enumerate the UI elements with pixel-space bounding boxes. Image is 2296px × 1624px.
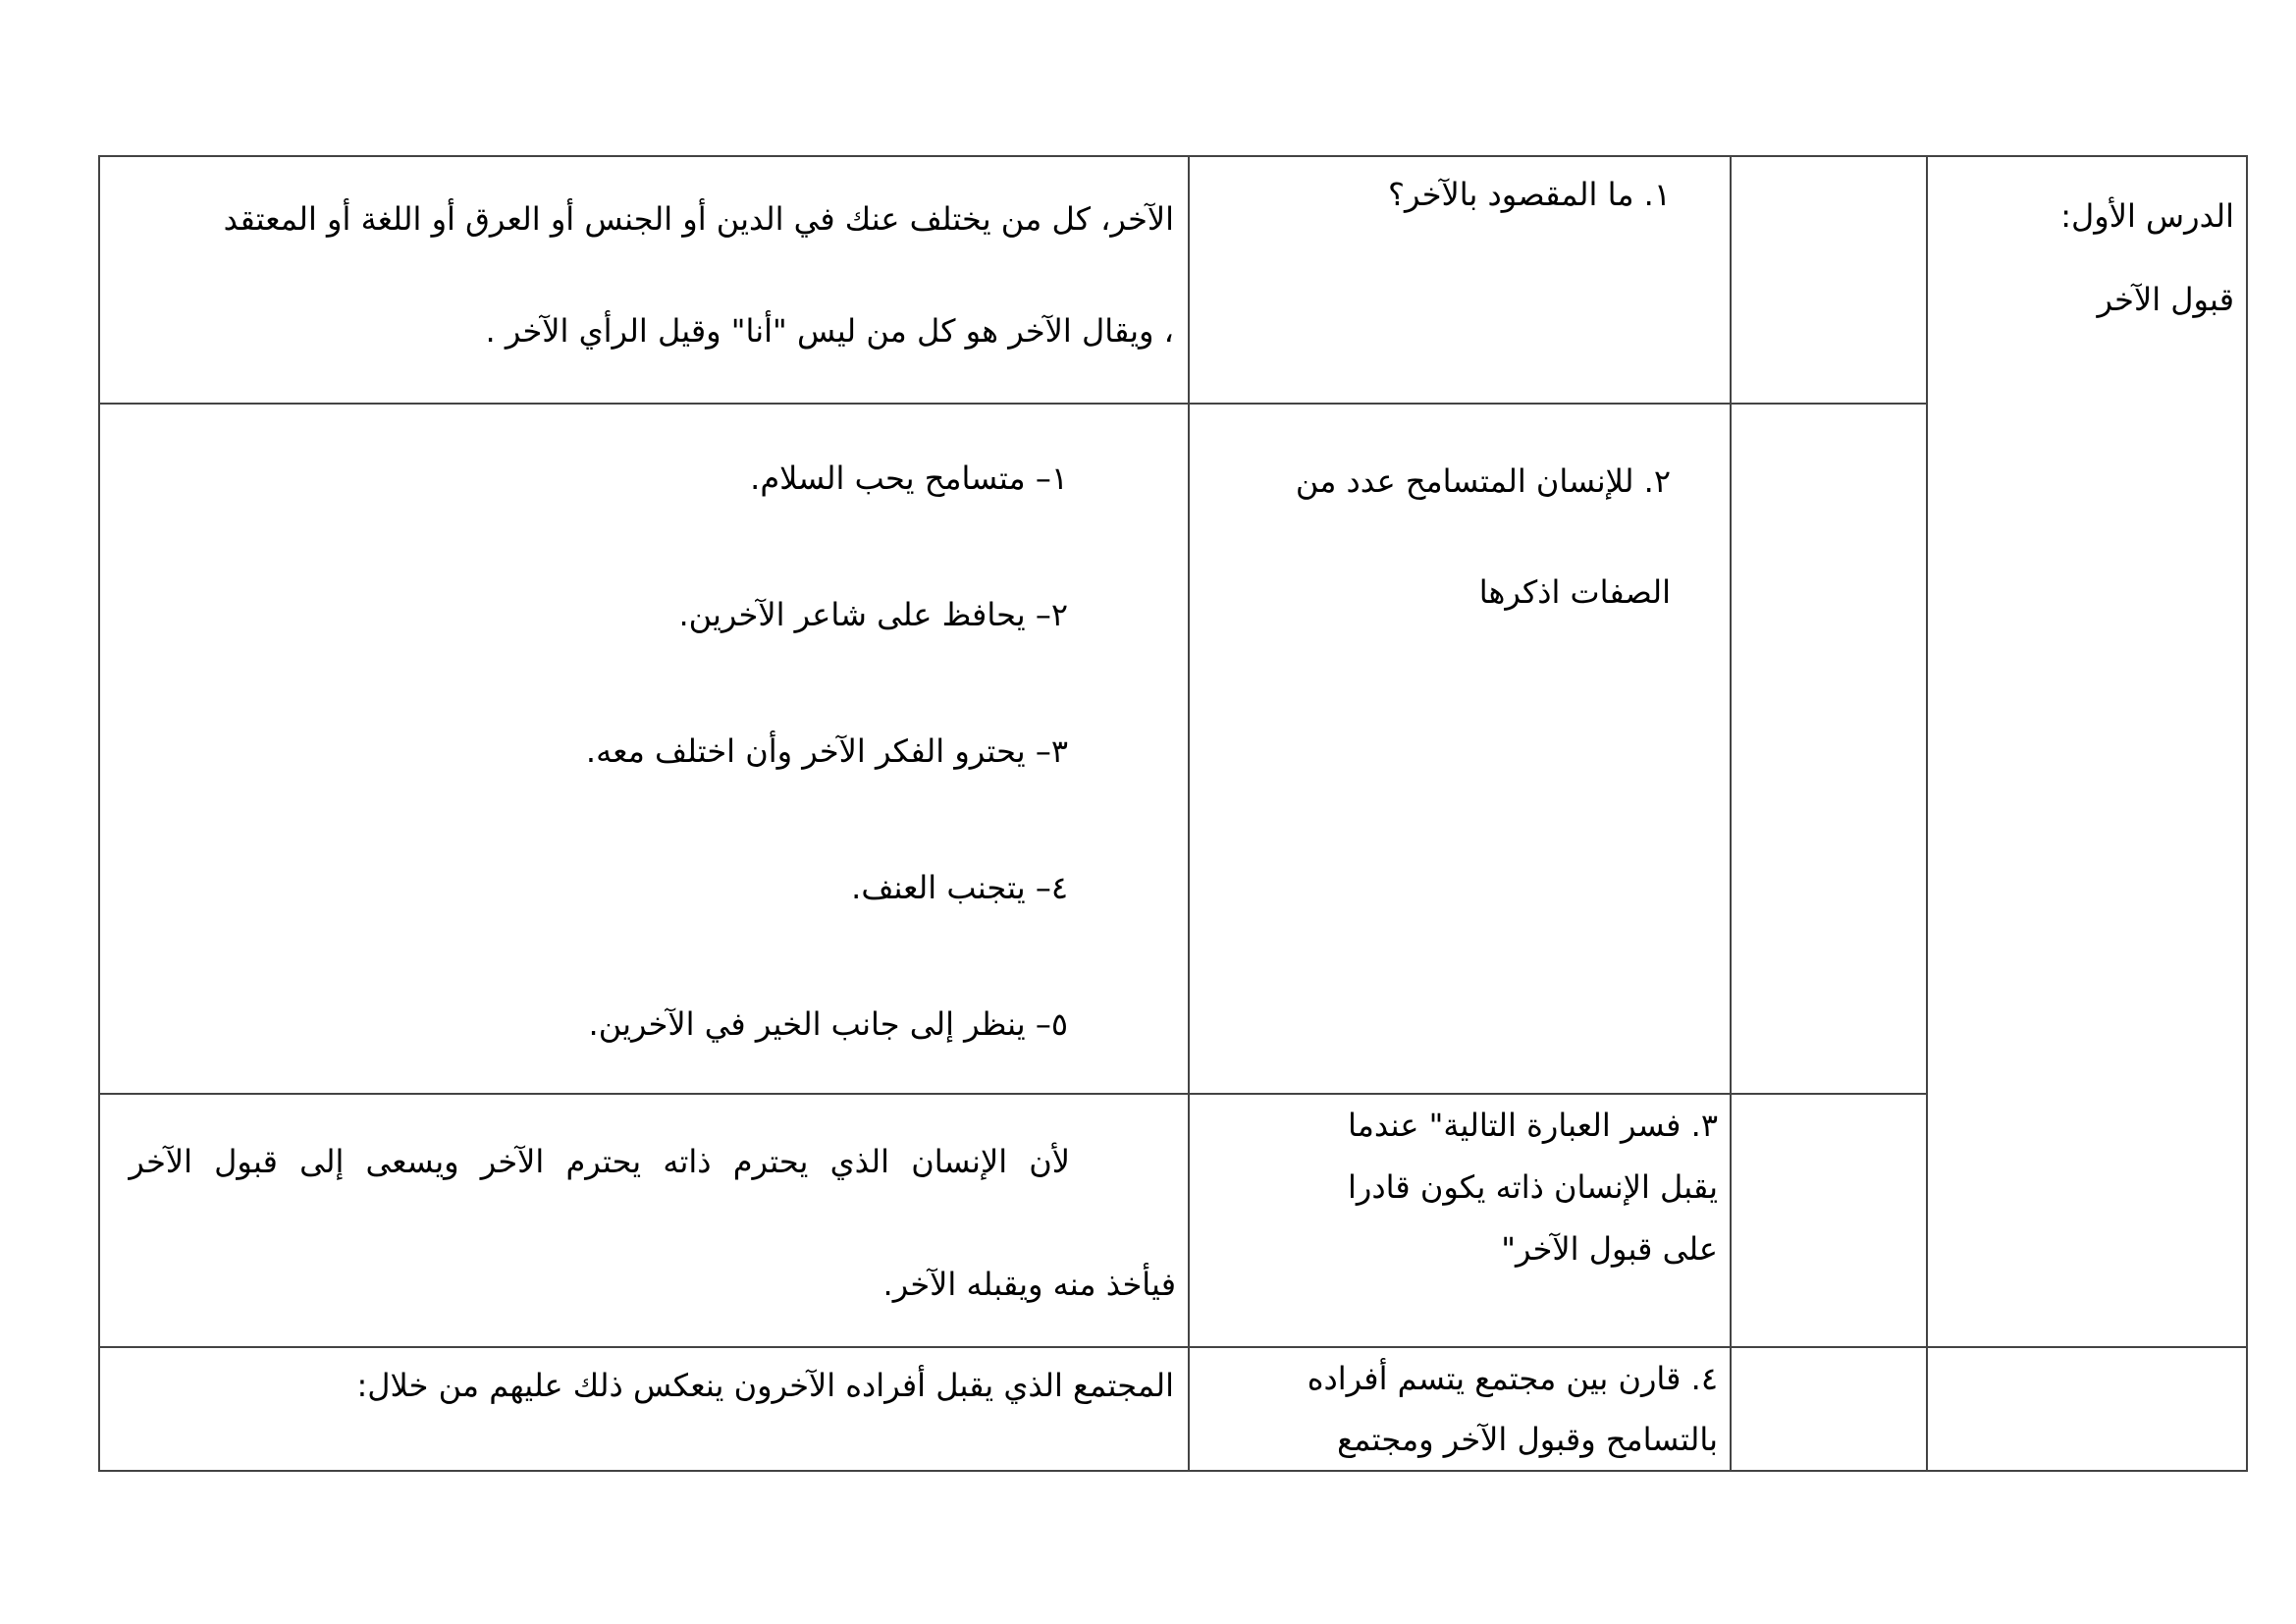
answer-4-line-1: المجتمع الذي يقبل أفراده الآخرون ينعكس ذلك عليهم من خلال: (356, 1367, 1174, 1404)
answer-3-line-2: فيأخذ منه ويقبله الآخر. (882, 1266, 1176, 1303)
answer-1-line-2: ، ويقال الآخر هو كل من ليس "أنا" وقيل الرأي الآخر . (485, 312, 1174, 350)
question-3-line-1: ٣. فسر العبارة التالية" عندما (1347, 1107, 1718, 1144)
answer-cell-4 (99, 1347, 1189, 1471)
question-4-line-2: بالتسامح وقبول الآخر ومجتمع (1337, 1421, 1718, 1458)
question-cell-4 (1189, 1347, 1731, 1471)
lesson-table (98, 155, 2248, 1472)
question-2-line-1: ٢. للإنسان المتسامح عدد من (1295, 462, 1671, 500)
empty-cell (1731, 1347, 1927, 1471)
lesson-title-cell (1927, 156, 2247, 1347)
table-row (99, 404, 2247, 1094)
list-item: ٣– يحترو الفكر الآخر وأن اختلف معه. (585, 732, 1068, 770)
question-1: ١. ما المقصود بالآخر؟ (1388, 176, 1671, 213)
empty-cell (1731, 156, 1927, 404)
table-row (99, 1094, 2247, 1347)
list-item: ٢– يحافظ على شاعر الآخرين. (678, 596, 1068, 633)
question-2-line-2: الصفات اذكرها (1478, 573, 1671, 611)
question-3-line-2: يقبل الإنسان ذاته يكون قادرا (1348, 1168, 1718, 1206)
empty-cell (1731, 1094, 1927, 1347)
question-cell-3 (1189, 1094, 1731, 1347)
question-cell-2 (1189, 404, 1731, 1094)
table-row (99, 156, 2247, 404)
answer-cell-3 (99, 1094, 1189, 1347)
empty-cell (1731, 404, 1927, 1094)
question-3-line-3: على قبول الآخر" (1501, 1230, 1718, 1268)
list-item: ١– متسامح يحب السلام. (750, 460, 1068, 497)
question-cell-1 (1189, 156, 1731, 404)
lesson-title: قبول الآخر (2097, 281, 2234, 318)
list-item: ٤– يتجنب العنف. (851, 869, 1068, 906)
table-row (99, 1347, 2247, 1471)
answer-1-line-1: الآخر، كل من يختلف عنك في الدين أو الجنس أو العرق أو اللغة أو المعتقد (223, 200, 1174, 238)
answer-cell-1 (99, 156, 1189, 404)
answer-cell-2 (99, 404, 1189, 1094)
answer-3-line-1: لأن الإنسان الذي يحترم ذاته يحترم الآخر ويسعى إلى قبول الآخر (129, 1143, 1070, 1180)
question-4-line-1: ٤. قارن بين مجتمع يتسم أفراده (1307, 1360, 1718, 1397)
lesson-number: الدرس الأول: (2060, 197, 2234, 235)
empty-cell (1927, 1347, 2247, 1471)
list-item: ٥– ينظر إلى جانب الخير في الآخرين. (588, 1005, 1068, 1043)
